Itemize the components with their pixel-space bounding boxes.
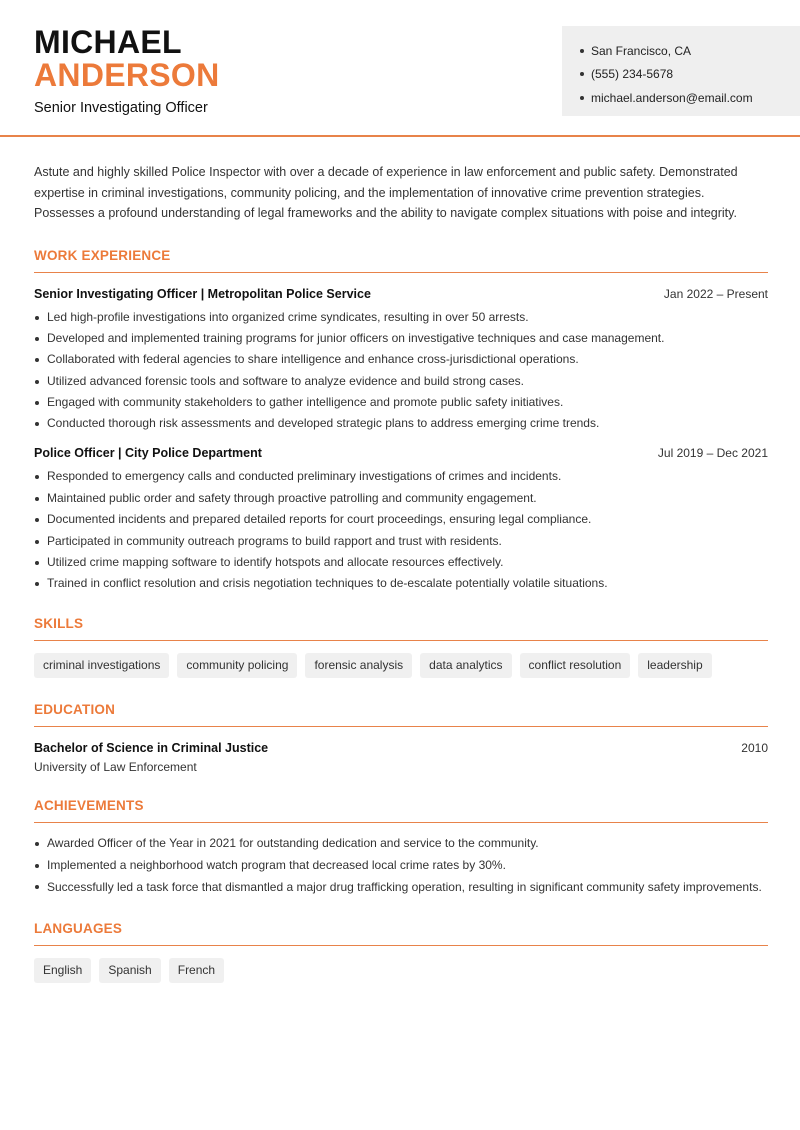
job-bullets	[34, 309, 768, 433]
location-text: San Francisco, CA	[591, 43, 692, 58]
bullet-icon	[580, 96, 584, 100]
list-item: Conducted thorough risk assessments and developed strategic plans to address emerging crime trends.	[34, 415, 768, 432]
last-name: ANDERSON	[34, 57, 220, 93]
bullet-icon	[580, 72, 584, 76]
first-name: MICHAEL	[34, 24, 182, 60]
list-item: Engaged with community stakeholders to gather intelligence and promote public safety initiatives.	[34, 394, 768, 411]
education-header	[34, 741, 768, 755]
list-item: Implemented a neighborhood watch program that decreased local crime rates by 30%.	[34, 857, 768, 874]
skill-tag: leadership	[638, 653, 711, 678]
degree: Bachelor of Science in Criminal Justice	[34, 741, 269, 756]
school: University of Law Enforcement	[34, 760, 197, 775]
list-item: Responded to emergency calls and conducted preliminary investigations of crimes and incidents.	[34, 468, 768, 485]
job-header	[34, 446, 768, 460]
contact-location	[580, 39, 800, 63]
graduation-year: 2010	[741, 741, 768, 756]
skill-tag: criminal investigations	[34, 653, 169, 678]
skill-tag: data analytics	[420, 653, 511, 678]
list-item: Trained in conflict resolution and crisis negotiation techniques to de-escalate potentially volatile situations.	[34, 575, 768, 592]
section-title-achievements: ACHIEVEMENTS	[34, 798, 768, 823]
list-item: Successfully led a task force that dismantled a major drug trafficking operation, resulting in significant community safety improvements.	[34, 878, 768, 897]
phone-text: (555) 234-5678	[591, 67, 674, 82]
language-tag: English	[34, 958, 91, 983]
list-item: Utilized advanced forensic tools and software to analyze evidence and build strong cases.	[34, 373, 768, 390]
list-item: Developed and implemented training programs for junior officers on investigative techniques and case management.	[34, 330, 768, 347]
job-title: Police Officer | City Police Department	[34, 446, 262, 461]
list-item: Utilized crime mapping software to identify hotspots and allocate resources effectively.	[34, 554, 768, 571]
language-tag: French	[169, 958, 224, 983]
list-item: Documented incidents and prepared detailed reports for court proceedings, ensuring legal compliance.	[34, 511, 768, 528]
contact-phone	[580, 63, 800, 87]
skill-tag: forensic analysis	[305, 653, 412, 678]
email-text: michael.anderson@email.com	[591, 90, 753, 105]
list-item: Awarded Officer of the Year in 2021 for outstanding dedication and service to the community.	[34, 835, 768, 852]
languages-list	[34, 958, 768, 983]
bullet-icon	[580, 49, 584, 53]
language-tag: Spanish	[99, 958, 160, 983]
job-title: Senior Investigating Officer | Metropolitan Police Service	[34, 286, 371, 301]
section-title-education: EDUCATION	[34, 702, 768, 727]
contact-box	[562, 26, 800, 116]
skill-tag: community policing	[177, 653, 297, 678]
resume-header	[0, 0, 800, 137]
job-date: Jan 2022 – Present	[663, 286, 768, 301]
skills-list	[34, 653, 768, 678]
contact-email	[580, 86, 800, 110]
section-title-work: WORK EXPERIENCE	[34, 248, 768, 273]
list-item: Participated in community outreach programs to build rapport and trust with residents.	[34, 533, 768, 550]
list-item: Collaborated with federal agencies to share intelligence and enhance cross-jurisdictional operations.	[34, 351, 768, 368]
resume-body	[34, 162, 768, 983]
job-title-headline: Senior Investigating Officer	[34, 100, 208, 116]
candidate-name	[34, 26, 220, 91]
job-date: Jul 2019 – Dec 2021	[657, 446, 768, 461]
skill-tag: conflict resolution	[520, 653, 631, 678]
list-item: Maintained public order and safety through proactive patrolling and community engagement.	[34, 490, 768, 507]
achievements-list	[34, 835, 768, 897]
summary-paragraph: Astute and highly skilled Police Inspector with over a decade of experience in law enforcement and public safety. Demonstrated expertise in criminal investigations, community policing, and the implementation of innovative crime prevention strategies. Possesses a profound understanding of legal frameworks and the ability to navigate complex situations with poise and integrity.	[34, 165, 738, 220]
job-bullets	[34, 468, 768, 592]
section-title-skills: SKILLS	[34, 616, 768, 641]
section-title-languages: LANGUAGES	[34, 921, 768, 946]
list-item: Led high-profile investigations into organized crime syndicates, resulting in over 50 arrests.	[34, 309, 768, 326]
job-header	[34, 287, 768, 301]
